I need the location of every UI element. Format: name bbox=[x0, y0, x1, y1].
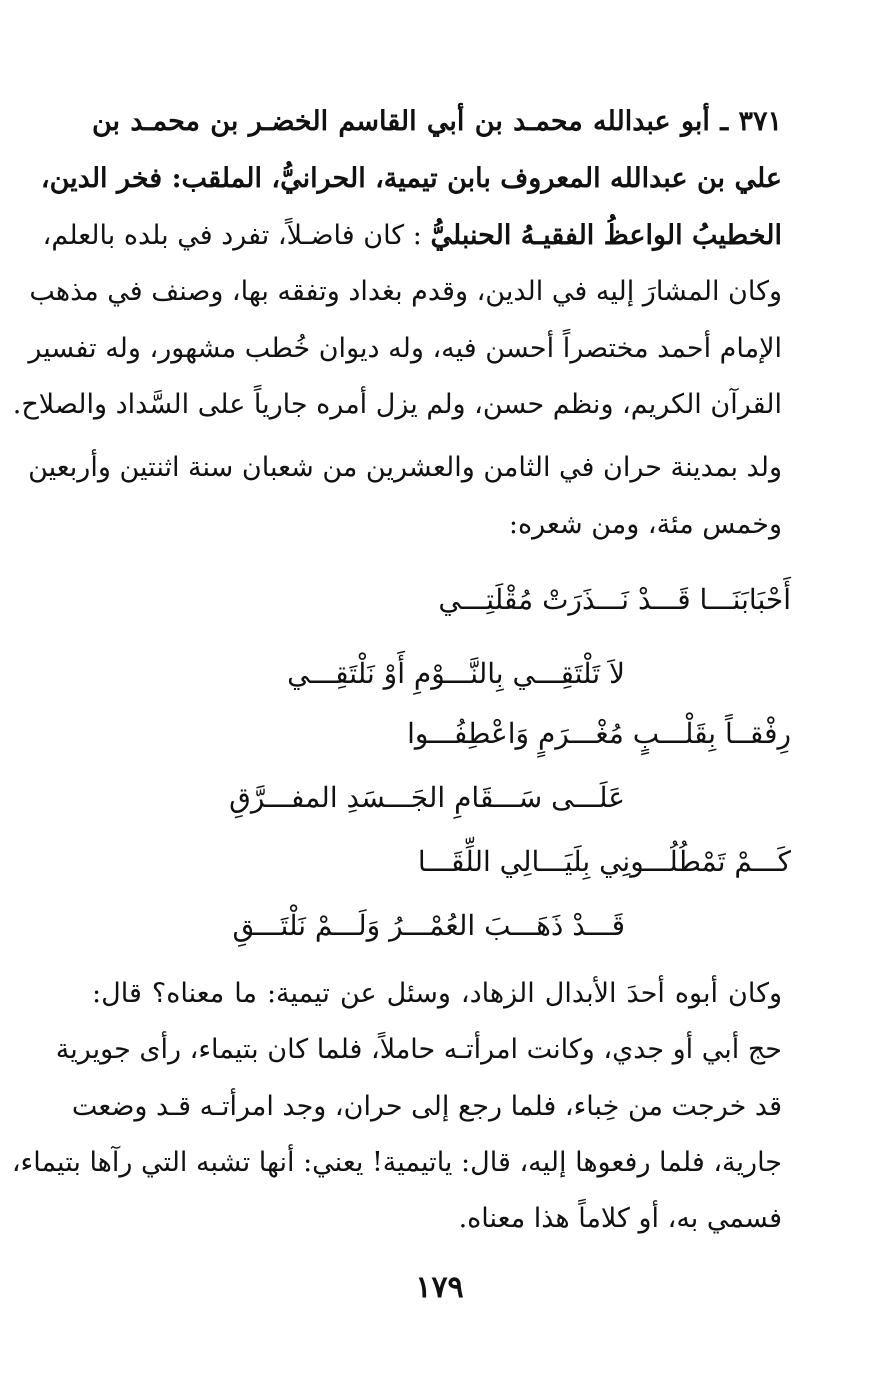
birth-line-1: ولد بمدينة حران في الثامن والعشرين من شعبان سنة اثنتين وأربعين bbox=[28, 452, 782, 483]
biography-line-5: الإمام أحمد مختصراً أحسن فيه، وله ديوان خُطب مشهور، وله تفسير bbox=[28, 333, 782, 364]
biography-title-text: الخطيبُ الواعظُ الفقيـهُ الحنبليُّ bbox=[430, 220, 782, 251]
biography-line-6: القرآن الكريم، ونظم حسن، ولم يزل أمره جارياً على السَّداد والصلاح. bbox=[12, 389, 782, 420]
biography-heading-line-1: ٣٧١ ـ أبو عبدالله محمـد بن أبي القاسم الخضـر بن محمـد بن bbox=[92, 106, 782, 137]
anecdote-line-2: حج أبي أو جدي، وكانت امرأتـه حاملاً، فلما كان بتيماء، رأى جويرية bbox=[55, 1034, 782, 1065]
poem-verse-2: لاَ تَلْتَقِـــي بِالنَّـــوْمِ أَوْ نَلْتَقِـــي bbox=[287, 657, 625, 690]
anecdote-line-5: فسمي به، أو كلاماً هذا معناه. bbox=[458, 1203, 782, 1234]
poem-verse-1: أَحْبَابَنَـــا قَـــدْ نَـــذَرَتْ مُقْلَتِـــي bbox=[438, 583, 791, 616]
page-number: ١٧٩ bbox=[415, 1270, 464, 1305]
poem-verse-6: قَـــدْ ذَهَـــبَ العُمْـــرُ وَلَـــمْ نَلْتَـــقِ bbox=[232, 909, 625, 942]
anecdote-line-1: وكان أبوه أحدَ الأبدال الزهاد، وسئل عن تيمية: ما معناه؟ قال: bbox=[92, 978, 782, 1009]
biography-heading-line-2: علي بن عبدالله المعروف بابن تيمية، الحرانيُّ، الملقب: فخر الدين، bbox=[40, 163, 782, 194]
biography-text: : كان فاضـلاً، تفرد في بلده بالعلم، bbox=[42, 220, 422, 251]
poem-verse-4: عَلَـــى سَـــقَامِ الجَـــسَدِ المفـــرَّقِ bbox=[229, 781, 625, 814]
birth-line-2: وخمس مئة، ومن شعره: bbox=[508, 509, 782, 540]
biography-line-3 bbox=[42, 216, 782, 256]
poem-verse-3: رِفْقــاً بِقَلْـــبٍ مُغْـــرَمٍ وَاعْطِفُـــوا bbox=[407, 717, 791, 750]
anecdote-line-3: قد خرجت من خِباء، فلما رجع إلى حران، وجد امرأتـه قـد وضعت bbox=[71, 1091, 782, 1122]
poem-verse-5: كَـــمْ تَمْطُلُـــونِي بِلَيَـــالِي اللِّقَـــا bbox=[417, 845, 791, 878]
anecdote-line-4: جارية، فلما رفعوها إليه، قال: ياتيمية! يعني: أنها تشبه التي رآها بتيماء، bbox=[11, 1147, 782, 1178]
biography-line-4: وكان المشارَ إليه في الدين، وقدم بغداد وتفقه بها، وصنف في مذهب bbox=[29, 276, 782, 307]
